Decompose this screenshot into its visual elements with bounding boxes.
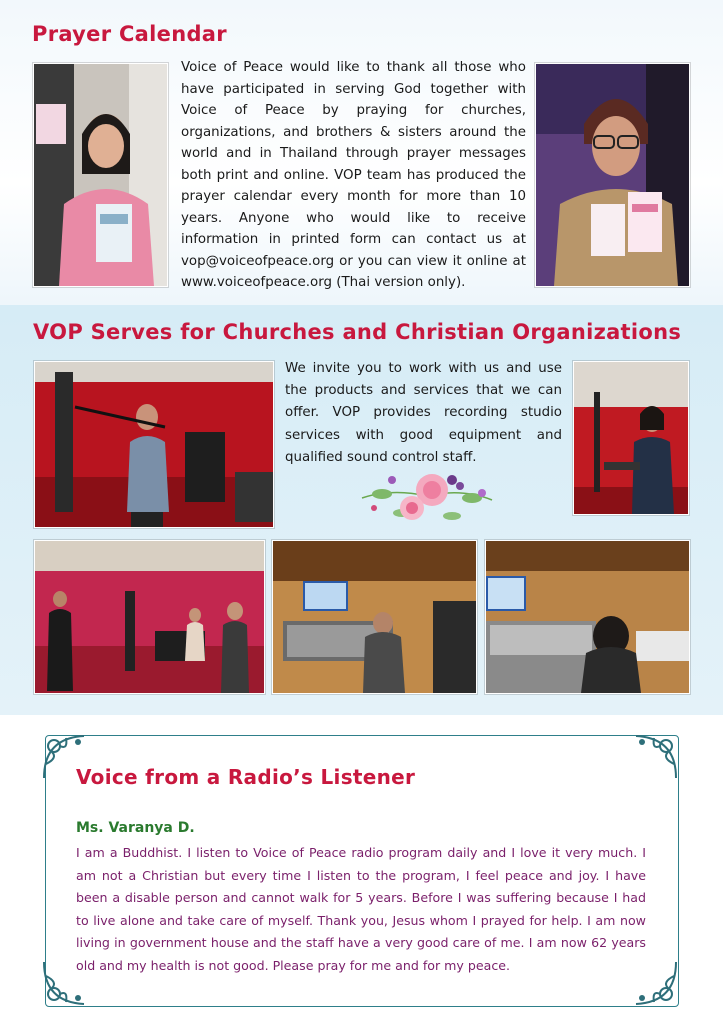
ornament-corner-icon: [628, 728, 682, 782]
engineer-at-console-photo: [485, 540, 690, 694]
prayer-calendar-body: Voice of Peace would like to thank all those who have participated in serving God together with Voice of Peace by praying for churches, organizations, and brothers & sisters around the world and in Thailand through prayer messages both print and online. VOP team has produced the prayer calendar every month for more than 10 years. Anyone who would like to receive information in printed form can contact us at vop@voiceofpeace.org or you can view it online at www.voiceofpeace.org (Thai version only).: [181, 60, 526, 290]
vop-serves-title: VOP Serves for Churches and Christian Organizations: [33, 320, 682, 344]
listener-testimony: I am a Buddhist. I listen to Voice of Peace radio program daily and I love it very much. I am not a Christian but every time I listen to the program, I feel peace and joy. I have been a disable person and cannot walk for 5 years. Before I was suffering because I had to live alone and take care of myself. Thank you, Jesus whom I prayed for help. I am now living in government house and the staff have a very good care of me. I am now 62 years old and my health is not good. Please pray for me and for my peace.: [76, 845, 646, 973]
mixing-console-photo: [272, 540, 477, 694]
prayer-calendar-title: Prayer Calendar: [32, 22, 227, 46]
recording-studio-man-photo: [34, 361, 274, 528]
listener-title: Voice from a Radio’s Listener: [76, 765, 416, 789]
studio-group-photo: [34, 540, 265, 694]
recording-studio-woman-photo: [573, 361, 689, 515]
elderly-woman-holding-calendar-photo: [535, 63, 690, 287]
vop-serves-body: We invite you to work with us and use the products and services that we can offer. VOP provides recording studio services with good equipment and qualified sound control staff.: [285, 361, 562, 465]
listener-name: Ms. Varanya D.: [76, 820, 195, 836]
woman-holding-calendar-photo: [33, 63, 168, 287]
flower-decoration-icon: [352, 458, 502, 533]
